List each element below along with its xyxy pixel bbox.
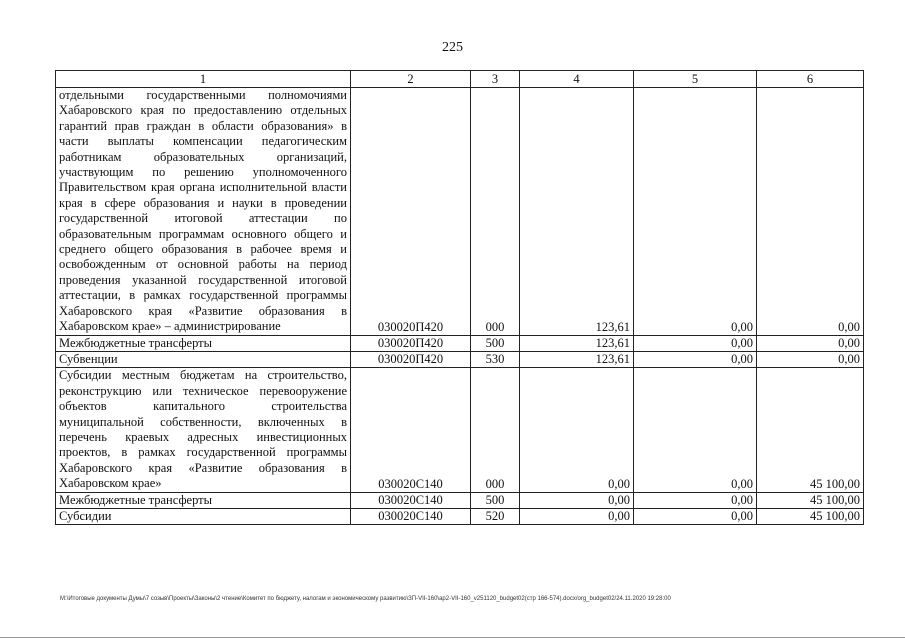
row-value-5: 0,00 (634, 335, 757, 351)
column-number-row (56, 71, 864, 88)
row-value-6: 45 100,00 (757, 368, 864, 492)
column-header-1: 1 (56, 71, 351, 88)
row-value-4: 0,00 (520, 508, 634, 524)
row-value-4: 0,00 (520, 492, 634, 508)
row-value-4: 123,61 (520, 88, 634, 336)
row-value-5: 0,00 (634, 351, 757, 367)
column-header-2: 2 (351, 71, 471, 88)
budget-table (55, 70, 864, 525)
table-row (56, 508, 864, 524)
row-description: Субсидии местным бюджетам на строительство, реконструкцию или техническое перевооружение объектов капитального строительства муниципальной собственности, включенных в перечень краевых адресных инвестиционных проектов, в рамках государственной программы Хабаровского края «Развитие образования в Хабаровском крае» (56, 368, 351, 492)
row-value-4: 0,00 (520, 368, 634, 492)
page-number: 225 (442, 40, 463, 55)
column-header-4: 4 (520, 71, 634, 88)
column-header-3: 3 (471, 71, 520, 88)
row-value-5: 0,00 (634, 368, 757, 492)
row-value-5: 0,00 (634, 492, 757, 508)
row-target-code: 030020С140 (351, 492, 471, 508)
column-header-5: 5 (634, 71, 757, 88)
table-row (56, 335, 864, 351)
row-value-5: 0,00 (634, 88, 757, 336)
table-row (56, 88, 864, 336)
row-description: отдельными государственными полномочиями Хабаровского края по предоставлению отдельных гарантий прав граждан в области образования» в части выплаты компенсации педагогическим работникам образовательных организаций, участвующим по решению уполномоченного Правительством края органа исполнительной власти края в сфере образования и науки в проведении государственной итоговой аттестации по образовательным программам основного общего и среднего общего образования в рабочее время и освобожденным от основной работы на период проведения указанной государственной итоговой аттестации, в рамках государственной программы Хабаровского края «Развитие образования в Хабаровском крае» – администрирование (56, 88, 351, 336)
row-value-4: 123,61 (520, 351, 634, 367)
column-header-6: 6 (757, 71, 864, 88)
row-value-5: 0,00 (634, 508, 757, 524)
row-description: Межбюджетные трансферты (56, 492, 351, 508)
row-value-6: 0,00 (757, 88, 864, 336)
row-target-code: 030020П420 (351, 88, 471, 336)
row-expense-type: 500 (471, 335, 520, 351)
row-description: Субсидии (56, 508, 351, 524)
table-row (56, 492, 864, 508)
row-value-6: 45 100,00 (757, 492, 864, 508)
row-expense-type: 000 (471, 368, 520, 492)
row-target-code: 030020С140 (351, 368, 471, 492)
row-description: Субвенции (56, 351, 351, 367)
row-expense-type: 500 (471, 492, 520, 508)
row-expense-type: 000 (471, 88, 520, 336)
row-value-6: 0,00 (757, 351, 864, 367)
row-value-6: 0,00 (757, 335, 864, 351)
page-bottom-divider (0, 637, 905, 638)
document-file-path: M:\Итоговые документы Думы\7 созыв\Проекты\Законы\2 чтение\Комитет по бюджету, налогам и экономическому развитию\ЗП-VII-160\ар2-VII-160_v251120_budget02(стр 166-574).docx/org_budget02/24.11.2020 19:28:00 (60, 596, 671, 602)
table-row (56, 368, 864, 492)
row-description: Межбюджетные трансферты (56, 335, 351, 351)
row-target-code: 030020П420 (351, 335, 471, 351)
row-expense-type: 520 (471, 508, 520, 524)
row-value-4: 123,61 (520, 335, 634, 351)
table-row (56, 351, 864, 367)
row-value-6: 45 100,00 (757, 508, 864, 524)
row-target-code: 030020С140 (351, 508, 471, 524)
row-expense-type: 530 (471, 351, 520, 367)
row-target-code: 030020П420 (351, 351, 471, 367)
